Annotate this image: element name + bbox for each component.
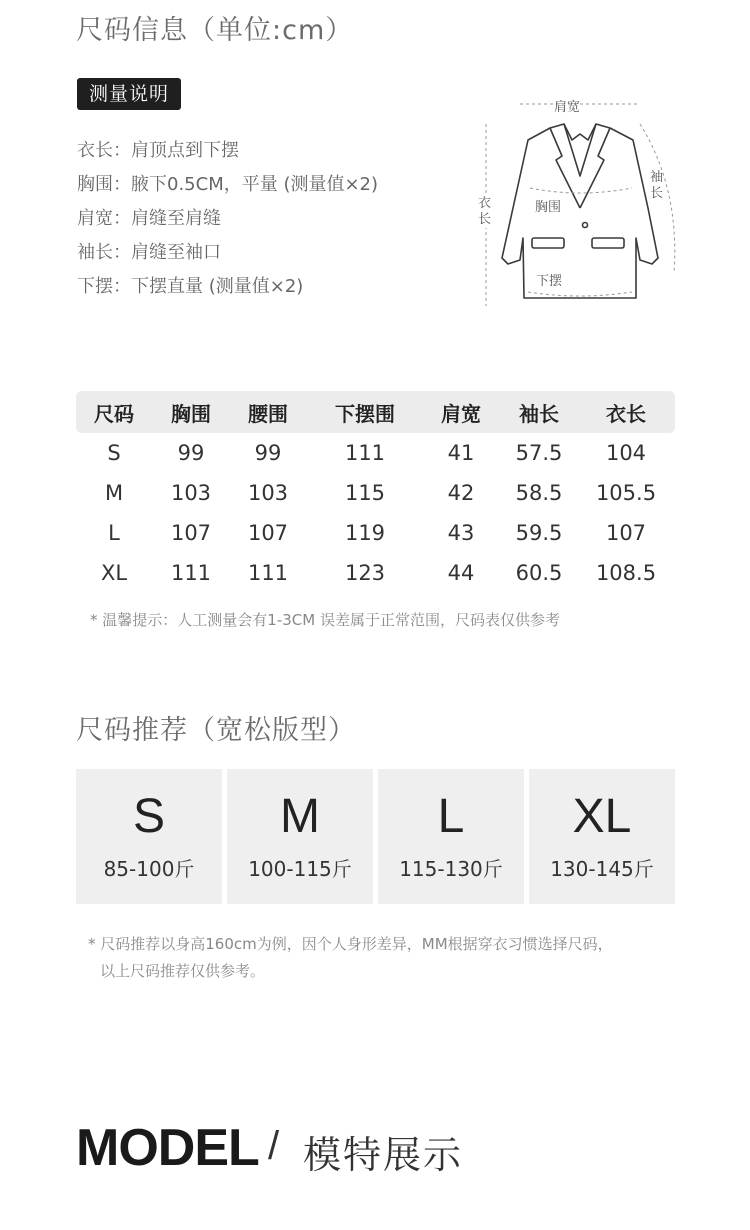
table-cell: 111: [344, 441, 386, 465]
table-cell: 115: [344, 481, 386, 505]
table-note: * 温馨提示：人工测量会有1-3CM 误差属于正常范围，尺码表仅供参考: [90, 611, 560, 629]
table-cell: 111: [170, 561, 212, 585]
measurement-item: 胸围 ： 腋下0.5CM，平量 (测量值×2): [77, 168, 378, 202]
model-heading-cn: 模特展示: [303, 1133, 464, 1177]
recommend-note-line1: * 尺码推荐以身高160cm为例，因个人身形差异，MM根据穿衣习惯选择尺码，: [88, 935, 613, 953]
table-row: [76, 513, 675, 553]
diagram-label-length: 衣长: [478, 196, 492, 227]
table-cell: M: [104, 481, 124, 505]
size-card-size: S: [132, 790, 165, 843]
model-heading-en: MODEL: [76, 1119, 259, 1177]
model-heading-slash: /: [268, 1124, 280, 1168]
size-card-range: 130-145斤: [550, 857, 654, 881]
table-cell: 108.5: [595, 561, 657, 585]
table-cell: 41: [447, 441, 475, 465]
table-cell: 99: [254, 441, 282, 465]
table-row: [76, 553, 675, 593]
table-cell: 119: [344, 521, 386, 545]
jacket-diagram: [468, 88, 698, 323]
recommend-note-line2: 以上尺码推荐仅供参考。: [100, 962, 266, 980]
table-cell: 103: [247, 481, 289, 505]
table-cell: 57.5: [515, 441, 563, 465]
table-cell: 107: [170, 521, 212, 545]
size-recommend-title: 尺码推荐（宽松版型）: [76, 715, 356, 746]
table-cell: 42: [447, 481, 475, 505]
size-info-title: 尺码信息（单位:cm）: [76, 15, 354, 46]
size-card: [378, 769, 524, 904]
diagram-label-hem: 下摆: [536, 274, 563, 289]
size-card-size: M: [280, 790, 320, 843]
header-cell: 袖长: [519, 401, 559, 426]
header-cell: 腰围: [248, 401, 288, 426]
size-card: [529, 769, 675, 904]
table-cell: 60.5: [515, 561, 563, 585]
table-cell: 107: [247, 521, 289, 545]
size-card-range: 85-100斤: [103, 857, 195, 881]
measurement-item: 下摆 ： 下摆直量 (测量值×2): [77, 270, 378, 304]
measurement-item: 衣长 ： 肩顶点到下摆: [77, 134, 378, 168]
diagram-label-sleeve: 袖长: [650, 170, 664, 201]
size-card: [227, 769, 373, 904]
size-card-size: XL: [572, 790, 632, 843]
measure-instructions-badge: 测量说明: [77, 78, 181, 110]
table-cell: 123: [344, 561, 386, 585]
size-card-range: 100-115斤: [248, 857, 352, 881]
header-cell: 肩宽: [441, 401, 481, 426]
table-cell: 111: [247, 561, 289, 585]
jacket-outline-icon: [468, 88, 698, 323]
size-card-size: L: [437, 790, 465, 843]
diagram-label-chest: 胸围: [535, 200, 562, 215]
header-cell: 衣长: [606, 401, 646, 426]
table-cell: XL: [100, 561, 128, 585]
size-card-range: 115-130斤: [399, 857, 503, 881]
table-cell: 107: [605, 521, 647, 545]
diagram-label-shoulder: 肩宽: [554, 100, 581, 115]
size-card: [76, 769, 222, 904]
table-cell: 104: [605, 441, 647, 465]
table-cell: 103: [170, 481, 212, 505]
header-cell: 尺码: [94, 401, 134, 426]
table-row: [76, 433, 675, 473]
header-cell: 胸围: [171, 401, 211, 426]
table-cell: 43: [447, 521, 475, 545]
table-cell: 58.5: [515, 481, 563, 505]
table-cell: 44: [447, 561, 475, 585]
table-cell: S: [107, 441, 121, 465]
measurement-item: 肩宽 ： 肩缝至肩缝: [77, 202, 378, 236]
table-cell: 99: [177, 441, 205, 465]
measurement-list: [77, 134, 378, 304]
header-cell: 下摆围: [335, 401, 395, 426]
table-cell: L: [108, 521, 120, 545]
table-cell: 105.5: [595, 481, 657, 505]
table-row: [76, 473, 675, 513]
table-cell: 59.5: [515, 521, 563, 545]
size-table-header: [76, 391, 675, 433]
measurement-item: 袖长 ： 肩缝至袖口: [77, 236, 378, 270]
